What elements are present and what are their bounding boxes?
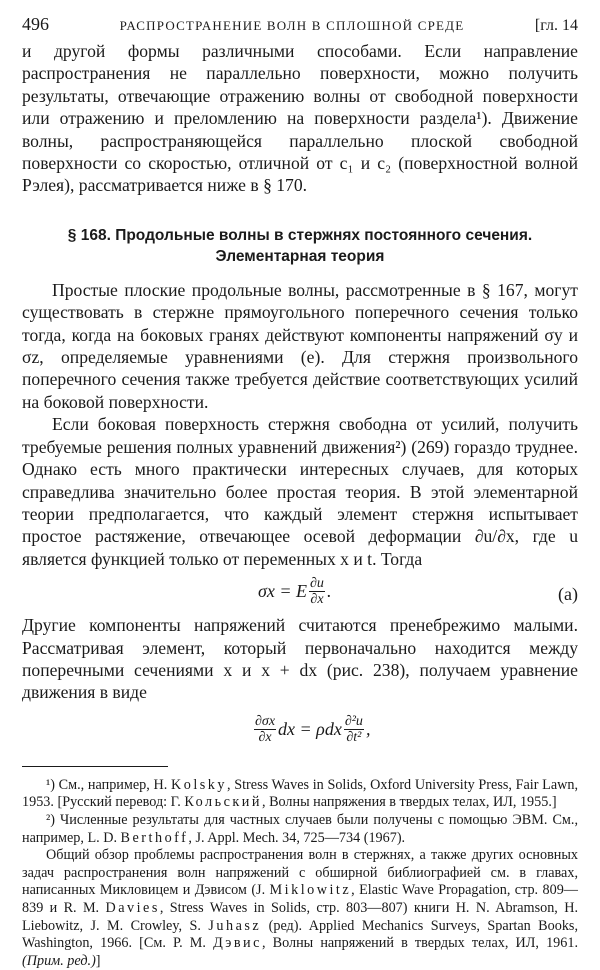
equation-b-fraction-1 xyxy=(254,714,276,745)
equation-a-denominator: ∂x xyxy=(310,592,324,608)
footnote-1-text-b: , Stress Waves in Solids, Oxford University Press, Fair Lawn, 1953. [Русский перевод: Г. xyxy=(22,776,579,811)
footnote-separator xyxy=(22,766,168,767)
page-header xyxy=(22,14,578,40)
equation-a-fraction xyxy=(309,576,325,607)
intro-paragraph: и другой формы различными способами. Если направление распространения не параллельно поверхности, можно получить результаты, отвечающие отражению волны от свободной поверхности или отражению и преломлению на поверхности раздела¹). Движение волны, распространяющейся параллельно плоской свободной поверхности со скоростью, отличной от c₁ и c₂ (поверхностной волной Рэлея), рассматривается ниже в § 170. xyxy=(22,41,578,196)
paragraph-3: Другие компоненты напряжений считаются пренебрежимо малыми. Рассматривая элемент, который первоначально находится между поперечными сечениями x и x + dx (рис. 238), получаем уравнение движения в виде xyxy=(22,615,578,703)
footnote-3-editor-note: (Прим. ред.) xyxy=(22,952,96,969)
footnote-3-author-2: Davies xyxy=(105,899,160,916)
equation-b-numerator-2: ∂²u xyxy=(344,713,363,729)
running-title: РАСПРОСТРАНЕНИЕ ВОЛН В СПЛОШНОЙ СРЕДЕ xyxy=(119,18,465,33)
equation-a-tail: . xyxy=(326,581,332,602)
equation-b-middle: dx = ρdx xyxy=(278,718,342,739)
equation-b xyxy=(22,704,578,760)
paragraph-2: Если боковая поверхность стержня свободна от усилий, получить требуемые решения полных уравнений движения²) (269) гораздо труднее. Однако есть много практически интересных случаев, для которых справедлива значительно более простая теория. В этой элементарной теории предполагается, что каждый элемент стержня испытывает простое растяжение, отвечающее осевой деформации ∂u/∂x, где u является функцией только от переменных x и t. Тогда xyxy=(22,414,578,569)
footnote-3-author-4: Дэвис xyxy=(213,935,262,952)
page-number: 496 xyxy=(22,14,49,34)
footnote-1-text-c: , Волны напряжения в твердых телах, ИЛ, 1955.] xyxy=(261,794,557,811)
paragraph-1: Простые плоские продольные волны, рассмотренные в § 167, могут существовать в стержне прямоугольного поперечного сечения только тогда, когда на боковых гранях действуют компоненты напряжений σy и σz, определяемые уравнениями (е). Для стержня произвольного поперечного сечения также требуется действие соответствующих усилий на боковой поверхности. xyxy=(22,279,578,412)
footnote-3-author-1: Miklowitz xyxy=(269,882,352,899)
footnote-3 xyxy=(22,847,578,970)
footnote-1-author-ru: Кольский xyxy=(184,794,262,811)
footnote-2-author: Berthoff xyxy=(120,829,189,846)
equation-b-fraction-2 xyxy=(344,714,364,745)
footnote-2 xyxy=(22,812,578,847)
section-heading-line2: Элементарная теория xyxy=(215,247,385,265)
equation-b-numerator-1: ∂σx xyxy=(255,713,276,729)
footnote-2-text-a: ²) Численные результаты для частных случаев были получены с помощью ЭВМ. См., например, L. D. xyxy=(22,811,578,846)
footnote-1 xyxy=(22,777,578,812)
footnote-3-text-a: Общий обзор проблемы распространения волн в стержнях, а также других основных задач распространения волн напряжений с обширной библиографией см. в главах, написанных Микловицем и Дэвисом (J. xyxy=(22,847,578,899)
equation-a xyxy=(22,570,578,614)
footnote-3-text-d: (ред). Applied Mechanics Surveys, Spartan Books, Washington, 1966. [См. Р. М. xyxy=(22,917,578,952)
equation-b-denominator-1: ∂x xyxy=(258,729,272,745)
equation-a-body xyxy=(258,576,331,607)
section-heading xyxy=(22,225,578,267)
footnote-1-text-a: ¹) См., например, H. xyxy=(46,776,171,793)
footnote-2-text-b: , J. Appl. Mech. 34, 725—734 (1967). xyxy=(188,829,406,846)
footnote-3-text-b: , Elastic Wave Propagation, стр. 809—839 и R. M. xyxy=(22,882,578,916)
footnote-3-author-3: Juhasz xyxy=(208,917,262,934)
equation-b-body xyxy=(252,714,370,745)
equation-a-tag: (а) xyxy=(558,584,578,605)
equation-b-denominator-2: ∂t² xyxy=(346,729,362,745)
chapter-marker: [гл. 14 xyxy=(534,17,578,34)
footnote-3-end: ] xyxy=(95,952,101,969)
equation-a-lhs: σx = E xyxy=(258,581,308,602)
footnote-1-author: Kolsky xyxy=(170,776,227,793)
section-heading-line1: § 168. Продольные волны в стержнях постоянного сечения. xyxy=(67,226,533,244)
equation-a-numerator: ∂u xyxy=(310,576,324,592)
footnote-3-text-e: , Волны напряжений в твердых телах, ИЛ, 1961. xyxy=(261,935,579,952)
equation-b-tail: , xyxy=(365,718,371,739)
footnote-3-text-c: , Stress Waves in Solids, стр. 803—807) книги H. N. Abramson, H. Liebowitz, J. M. Crowley, S. xyxy=(22,899,578,934)
